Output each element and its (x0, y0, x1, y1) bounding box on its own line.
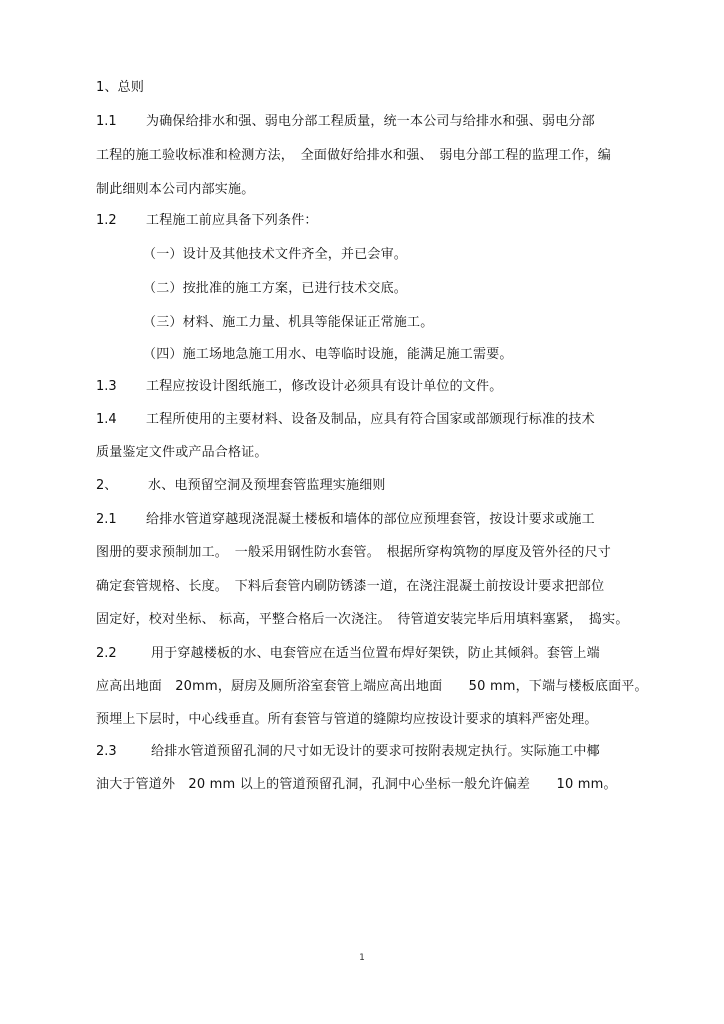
clause-number-1-1: 1.1 (96, 114, 117, 129)
clause-number-1-3: 1.3 (96, 379, 117, 394)
section-heading-1: 1、总则 (96, 80, 145, 95)
clause-number-2-1: 2.1 (96, 512, 117, 527)
clause-2-1-line-4: 固定好，校对坐标、 标高，平整合格后一次浇注。 待管道安装完毕后用填料塞紧， 捣实。 (96, 612, 629, 627)
clause-2-2-line-2: 应高出地面 20mm，厨房及厕所浴室套管上端应高出地面 50 mm，下端与楼板底面平。 (96, 679, 648, 694)
section-number-2: 2、 (96, 478, 118, 493)
clause-number-2-3: 2.3 (96, 744, 117, 759)
clause-1-1-line-1: 为确保给排水和强、弱电分部工程质量，统一本公司与给排水和强、弱电分部 (146, 114, 595, 129)
clause-number-1-2: 1.2 (96, 213, 117, 228)
clause-2-1-line-2: 图册的要求预制加工。 一般采用钢性防水套管。 根据所穿构筑物的厚度及管外径的尺寸 (96, 545, 612, 560)
clause-1-1-line-3: 制此细则本公司内部实施。 (96, 182, 255, 197)
clause-2-2-line-1: 用于穿越楼板的水、电套管应在适当位置布焊好架铁，防止其倾斜。套管上端 (151, 646, 600, 661)
clause-2-1-line-3: 确定套管规格、长度。 下料后套管内刷防锈漆一道，在浇注混凝土前按设计要求把部位 (96, 579, 605, 594)
clause-2-3-line-1: 给排水管道预留孔洞的尺寸如无设计的要求可按附表规定执行。实际施工中椰 (151, 744, 600, 759)
condition-item: （二）按批准的施工方案，已进行技术交底。 (143, 281, 408, 296)
clause-2-1-line-1: 给排水管道穿越现浇混凝土楼板和墙体的部位应预埋套管，按设计要求或施工 (146, 512, 595, 527)
clause-number-2-2: 2.2 (96, 646, 117, 661)
clause-number-1-4: 1.4 (96, 412, 117, 427)
clause-1-1-line-2: 工程的施工验收标准和检测方法， 全面做好给排水和强、 弱电分部工程的监理工作，编 (96, 148, 612, 163)
page-number: 1 (359, 953, 365, 963)
condition-item: （三）材料、施工力量、机具等能保证正常施工。 (143, 315, 434, 330)
clause-1-3-line-1: 工程应按设计图纸施工，修改设计必须具有设计单位的文件。 (146, 379, 503, 394)
clause-1-2-line-1: 工程施工前应具备下列条件： (146, 213, 318, 228)
clause-2-2-line-3: 预埋上下层时，中心线垂直。所有套管与管道的缝隙均应按设计要求的填料严密处理。 (96, 712, 598, 727)
clause-1-4-line-2: 质量鉴定文件或产品合格证。 (96, 445, 268, 460)
clause-1-4-line-1: 工程所使用的主要材料、设备及制品，应具有符合国家或部颁现行标准的技术 (146, 412, 595, 427)
condition-item: （一）设计及其他技术文件齐全，并已会审。 (143, 247, 408, 262)
section-heading-2: 水、电预留空洞及预埋套管监理实施细则 (148, 478, 386, 493)
clause-2-3-line-2: 油大于管道外 20 mm 以上的管道预留孔洞，孔洞中心坐标一般允许偏差 10 mm。 (96, 777, 617, 792)
condition-item: （四）施工场地急施工用水、电等临时设施，能满足施工需要。 (143, 347, 513, 362)
